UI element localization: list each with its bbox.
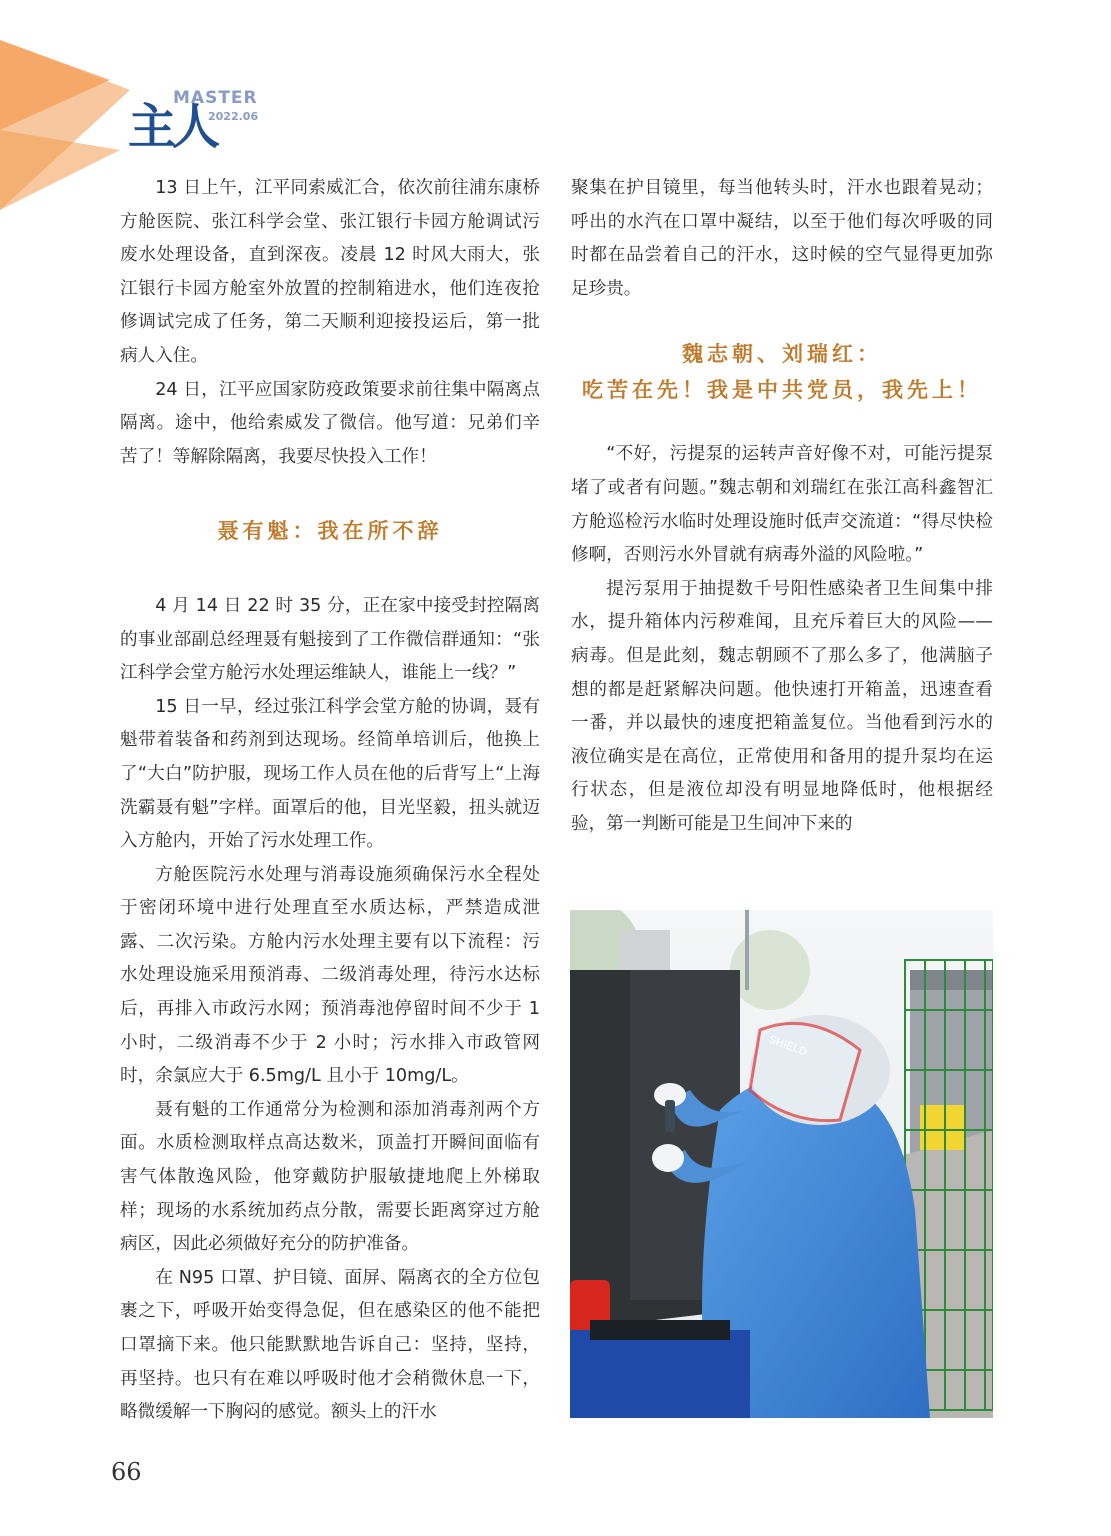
paragraph: 4 月 14 日 22 时 35 分，正在家中接受封控隔离的事业部副总经理聂有魁接到了工作微信群通知：“张江科学会堂方舱污水处理运维缺人，谁能上一线？” bbox=[120, 595, 540, 684]
paragraph: 聂有魁的工作通常分为检测和添加消毒剂两个方面。水质检测取样点高达数米，顶盖打开瞬间面临有害气体散逸风险，他穿戴防护服敏捷地爬上外梯取样；现场的水系统加药点分散，需要长距离穿过方舱病区，因此必须做好充分的防护准备。 bbox=[120, 1099, 540, 1255]
masthead-logo bbox=[120, 82, 280, 162]
paragraph: 24 日，江平应国家防疫政策要求前往集中隔离点隔离。途中，他给索威发了微信。他写道：兄弟们辛苦了！等解除隔离，我要尽快投入工作！ bbox=[120, 379, 540, 467]
paragraph: 聚集在护目镜里，每当他转头时，汗水也跟着晃动；呼出的水汽在口罩中凝结，以至于他们每次呼吸的同时都在品尝着自己的汗水，这时候的空气显得更加弥足珍贵。 bbox=[571, 178, 993, 299]
section-heading: 聂有魁：我在所不辞 bbox=[217, 518, 443, 544]
page-number: 66 bbox=[111, 1458, 142, 1486]
paragraph: “不好，污提泵的运转声音好像不对，可能污提泵堵了或者有问题。”魏志朝和刘瑞红在张江高科鑫智汇方舱巡检污水临时处理设施时低声交流道：“得尽快检修啊，否则污水外冒就有病毒外溢的风险啦。” bbox=[571, 444, 993, 566]
left-column bbox=[120, 172, 540, 1430]
paragraph: 15 日一早，经过张江科学会堂方舱的协调，聂有魁带着装备和药剂到达现场。经简单培训后，他换上了“大白”防护服，现场工作人员在他的后背写上“上海洗霸聂有魁”字样。面罩后的他，目光坚毅，扭头就迈入方舱内，开始了污水处理工作。 bbox=[120, 696, 540, 852]
paragraph: 在 N95 口罩、护目镜、面屏、隔离衣的全方位包裹之下，呼吸开始变得急促，但在感染区的他不能把口罩摘下来。他只能默默地告诉自己：坚持，坚持，再坚持。也只有在难以呼吸时他才会稍微休息一下，略微缓解一下胸闷的感觉。额头上的汗水 bbox=[120, 1267, 540, 1423]
right-column bbox=[571, 172, 993, 842]
masthead-title-cn: 主人 bbox=[128, 99, 217, 155]
paragraph: 提污泵用于抽提数千号阳性感染者卫生间集中排水，提升箱体内污秽难闻，且充斥着巨大的风险——病毒。但是此刻，魏志朝顾不了那么多了，他满脑子想的都是赶紧解决问题。他快速打开箱盖，迅速查看一番，并以最快的速度把箱盖复位。当他看到污水的液位确实是在高位，正常使用和备用的提升泵均在运行状态，但是液位却没有明显地降低时，他根据经验，第一判断可能是卫生间冲下来的 bbox=[571, 578, 993, 834]
section-heading-line: 吃苦在先！我是中共党员，我先上！ bbox=[582, 377, 982, 403]
shield-label: SHIELD bbox=[766, 1033, 809, 1059]
masthead-issue: 2022.06 bbox=[208, 110, 259, 123]
section-heading-line: 魏志朝、刘瑞红： bbox=[682, 341, 882, 367]
section-heading bbox=[571, 336, 993, 408]
worker-photo bbox=[570, 910, 993, 1418]
paragraph: 13 日上午，江平同索威汇合，依次前往浦东康桥方舱医院、张江科学会堂、张江银行卡园方舱调试污废水处理设备，直到深夜。凌晨 12 时风大雨大，张江银行卡园方舱室外放置的控制箱进水，他们连夜抢修调试完成了任务，第二天顺利迎接投运后，第一批病人入住。 bbox=[120, 178, 540, 366]
paragraph: 方舱医院污水处理与消毒设施须确保污水全程处于密闭环境中进行处理直至水质达标，严禁造成泄露、二次污染。方舱内污水处理主要有以下流程：污水处理设施采用预消毒、二级消毒处理，待污水达标后，再排入市政污水网；预消毒池停留时间不少于 1 小时，二级消毒不少于 2 小时；污水排入市政管网时，余氯应大于 6.5mg/L 且小于 10mg/L。 bbox=[120, 864, 540, 1087]
masthead-title-en: MASTER bbox=[173, 88, 258, 108]
worker-photo-illustration bbox=[570, 910, 993, 1418]
